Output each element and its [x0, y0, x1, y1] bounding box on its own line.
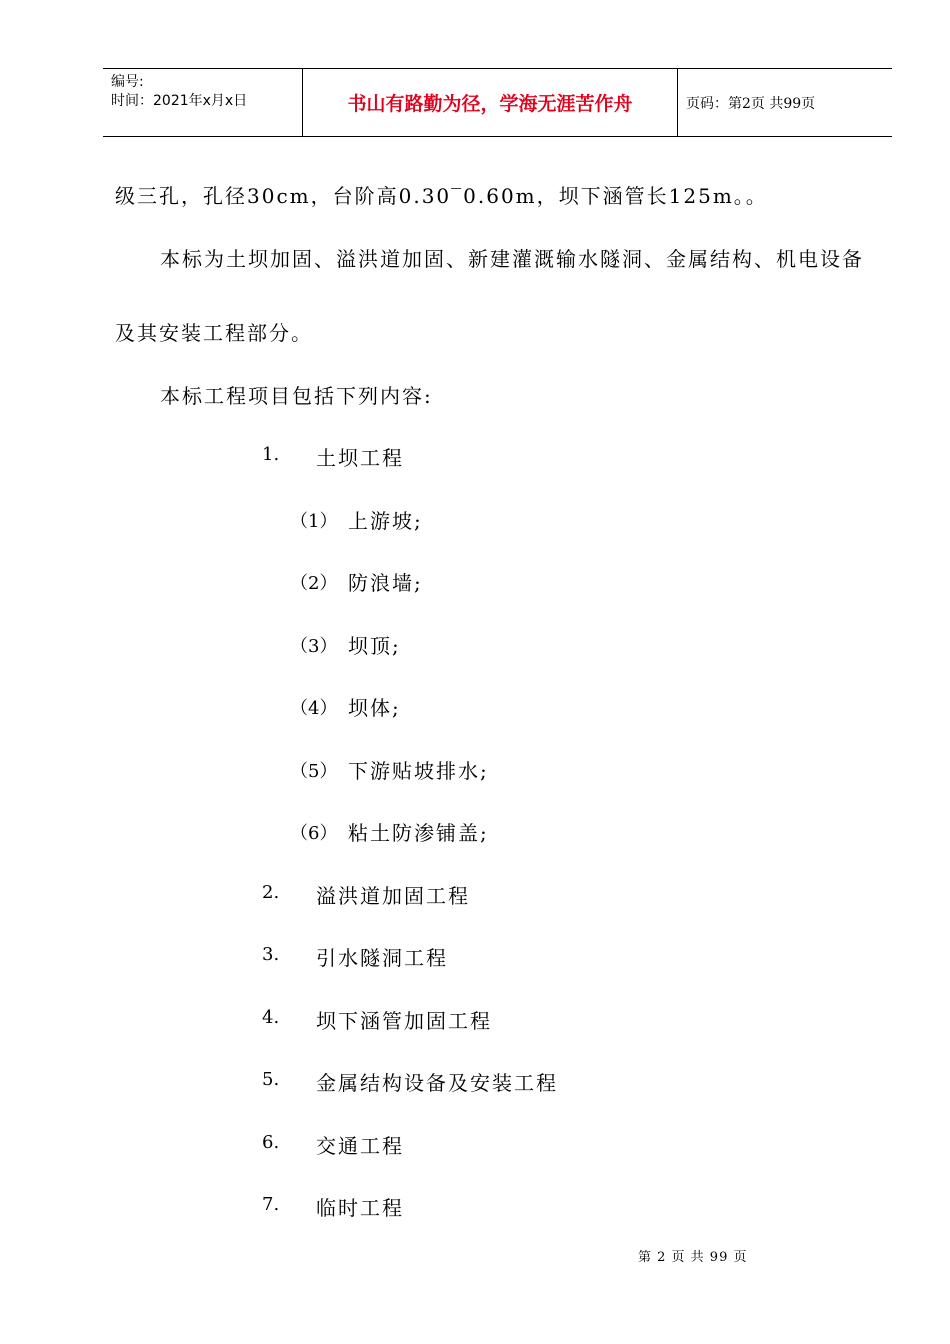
header-page-info: 页码：第2页 共99页 — [686, 95, 816, 112]
page-footer: 第 2 页 共 99 页 — [638, 1250, 748, 1265]
list-item-number: 1. — [262, 444, 280, 465]
list-item-number: 2. — [262, 882, 280, 903]
list-item-text: 交通工程 — [316, 1134, 404, 1158]
sub-item-number: （3） — [290, 636, 338, 657]
list-item-text: 金属结构设备及安装工程 — [316, 1071, 558, 1095]
sub-item-number: （4） — [290, 698, 338, 719]
sub-item-number: （6） — [290, 823, 338, 844]
body-line-1: 级三孔，孔径30cm，台阶高0.30‾0.60m，坝下涵管长125m。。 — [115, 184, 768, 208]
list-item-number: 7. — [262, 1194, 280, 1215]
sub-item-text: 上游坡; — [348, 509, 423, 533]
header-meta — [103, 69, 303, 136]
header-motto: 书山有路勤为径，学海无涯苦作舟 — [303, 69, 678, 136]
sub-item-text: 粘土防渗铺盖; — [348, 821, 489, 845]
list-item-number: 6. — [262, 1132, 280, 1153]
list-item-text: 土坝工程 — [316, 446, 404, 470]
sub-item-number: （1） — [290, 511, 338, 532]
sub-item-text: 防浪墙; — [348, 571, 423, 595]
sub-item-number: （2） — [290, 573, 338, 594]
sub-item-text: 下游贴坡排水; — [348, 759, 489, 783]
paragraph-1-line-1: 本标为土坝加固、溢洪道加固、新建灌溉输水隧洞、金属结构、机电设备 — [160, 247, 864, 271]
page-header — [103, 68, 892, 137]
list-item-number: 3. — [262, 944, 280, 965]
sub-item-number: （5） — [290, 761, 338, 782]
sub-item-text: 坝体; — [348, 696, 401, 720]
number-label: 编号: — [111, 74, 144, 90]
list-item-text: 临时工程 — [316, 1196, 404, 1220]
time-label: 时间：2021年x月x日 — [111, 93, 248, 109]
list-item-text: 溢洪道加固工程 — [316, 884, 470, 908]
list-item-text: 坝下涵管加固工程 — [316, 1009, 492, 1033]
sub-item-text: 坝顶; — [348, 634, 401, 658]
paragraph-2: 本标工程项目包括下列内容: — [160, 384, 433, 408]
paragraph-1-line-2: 及其安装工程部分。 — [115, 321, 313, 345]
list-item-number: 4. — [262, 1007, 280, 1028]
list-item-text: 引水隧洞工程 — [316, 946, 448, 970]
list-item-number: 5. — [262, 1069, 280, 1090]
